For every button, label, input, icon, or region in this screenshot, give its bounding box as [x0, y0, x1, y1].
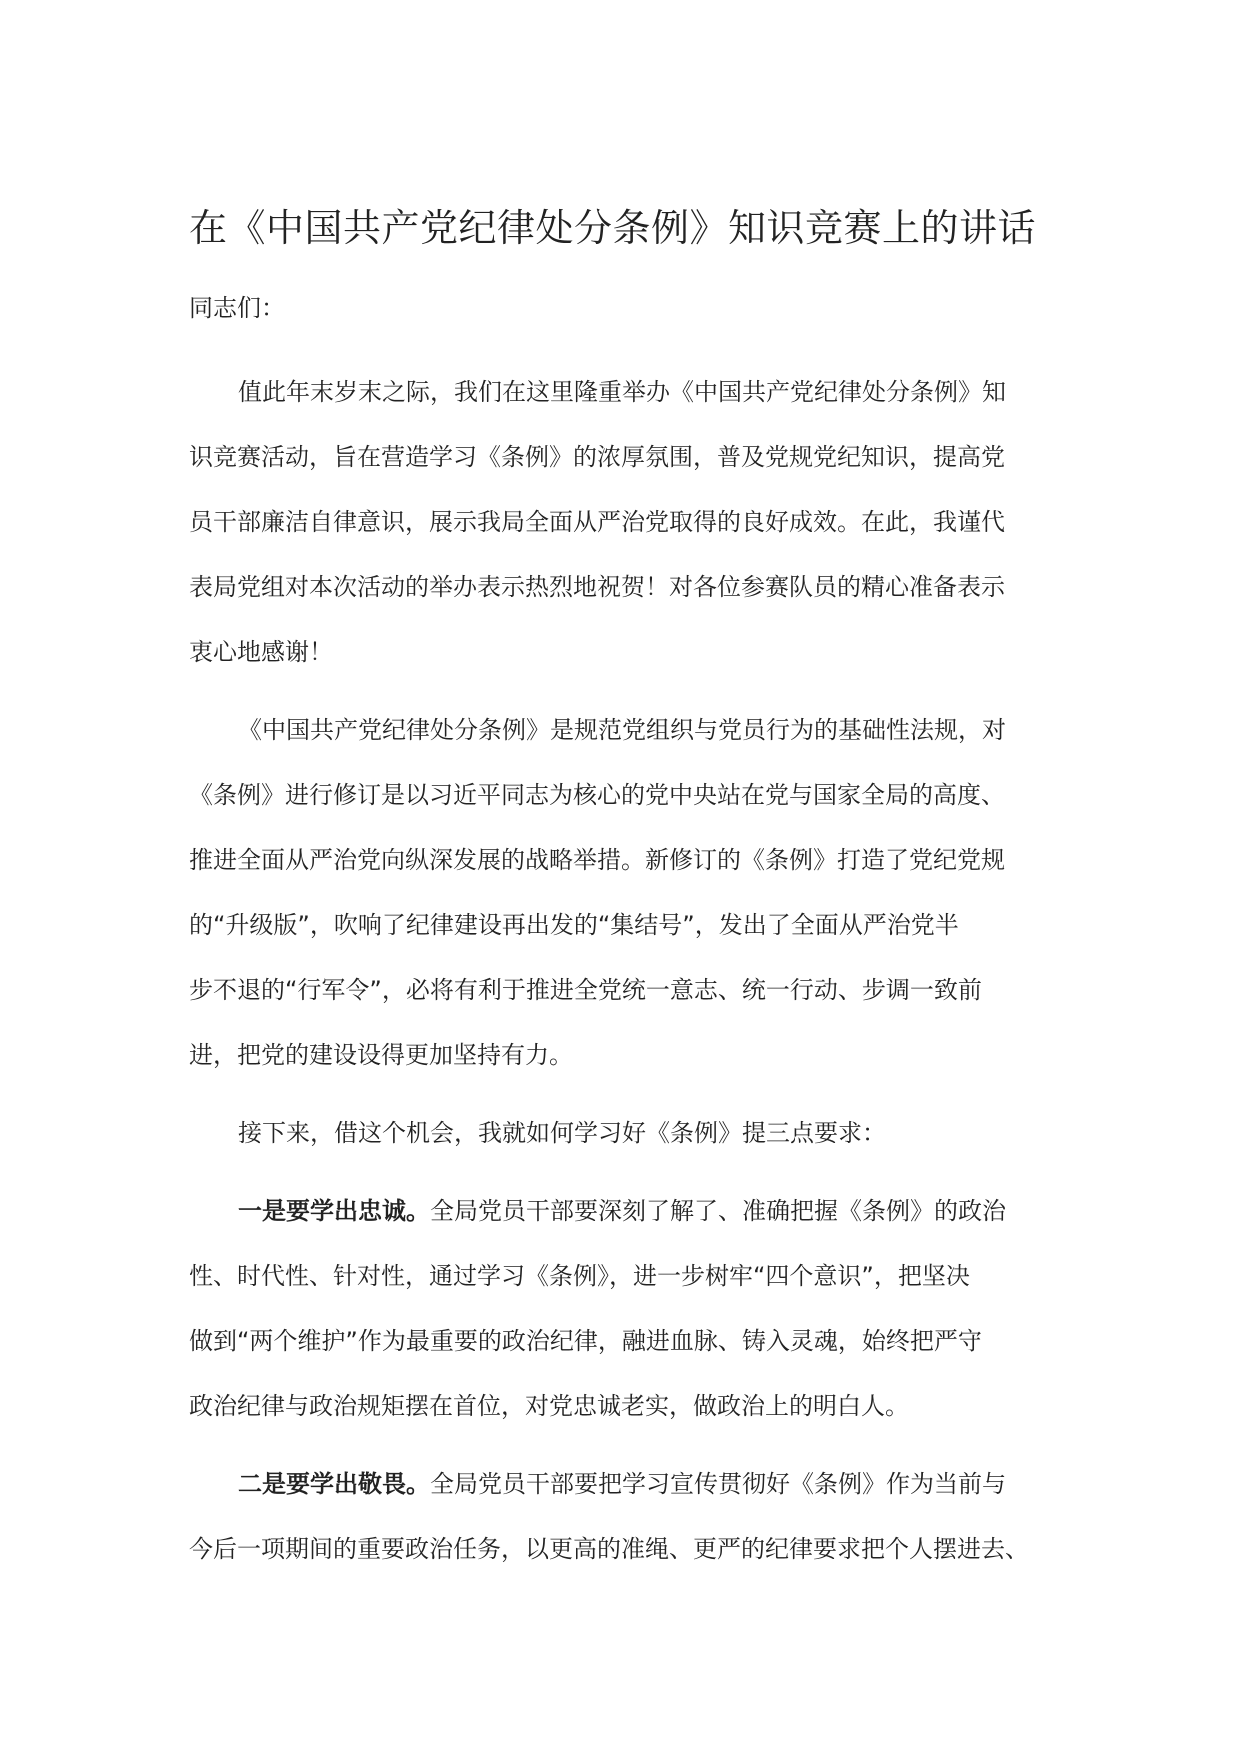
point-two-heading: 二是要学出敬畏。: [238, 1470, 430, 1498]
paragraph-line: 推进全面从严治党向纵深发展的战略举措。新修订的《条例》打造了党纪党规: [189, 846, 1005, 874]
document-title: 在《中国共产党纪律处分条例》知识竞赛上的讲话: [189, 206, 1037, 250]
point-one-text: 全局党员干部要深刻了解了、准确把握《条例》的政治: [430, 1197, 1006, 1225]
paragraph-line: 接下来，借这个机会，我就如何学习好《条例》提三点要求：: [238, 1119, 886, 1147]
paragraph-line: 员干部廉洁自律意识，展示我局全面从严治党取得的良好成效。在此，我谨代: [189, 508, 1005, 536]
paragraph-line: 步不退的“行军令”，必将有利于推进全党统一意志、统一行动、步调一致前: [189, 976, 982, 1004]
paragraph-line: 性、时代性、针对性，通过学习《条例》，进一步树牢“四个意识”，把坚决: [189, 1262, 970, 1290]
point-two-line: [189, 1464, 1098, 1504]
point-one-heading: 一是要学出忠诚。: [238, 1197, 430, 1225]
paragraph-line: 衷心地感谢！: [189, 638, 333, 666]
paragraph-line: 《中国共产党纪律处分条例》是规范党组织与党员行为的基础性法规，对: [238, 716, 1006, 744]
paragraph-line: 今后一项期间的重要政治任务，以更高的准绳、更严的纪律要求把个人摆进去、: [189, 1535, 1029, 1563]
paragraph-line: 做到“两个维护”作为最重要的政治纪律，融进血脉、铸入灵魂，始终把严守: [189, 1327, 982, 1355]
point-one-line: [189, 1191, 1098, 1231]
paragraph-line: 政治纪律与政治规矩摆在首位，对党忠诚老实，做政治上的明白人。: [189, 1392, 909, 1420]
paragraph-line: 《条例》进行修订是以习近平同志为核心的党中央站在党与国家全局的高度、: [189, 781, 1005, 809]
point-two-text: 全局党员干部要把学习宣传贯彻好《条例》作为当前与: [430, 1470, 1006, 1498]
paragraph-line: 进，把党的建设设得更加坚持有力。: [189, 1041, 573, 1069]
paragraph-line: 的“升级版”，吹响了纪律建设再出发的“集结号”，发出了全面从严治党半: [189, 911, 959, 939]
salutation: 同志们：: [189, 294, 285, 322]
paragraph-line: 识竞赛活动，旨在营造学习《条例》的浓厚氛围，普及党规党纪知识，提高党: [189, 443, 1005, 471]
paragraph-line: 值此年末岁末之际，我们在这里隆重举办《中国共产党纪律处分条例》知: [238, 378, 1006, 406]
paragraph-line: 表局党组对本次活动的举办表示热烈地祝贺！对各位参赛队员的精心准备表示: [189, 573, 1005, 601]
